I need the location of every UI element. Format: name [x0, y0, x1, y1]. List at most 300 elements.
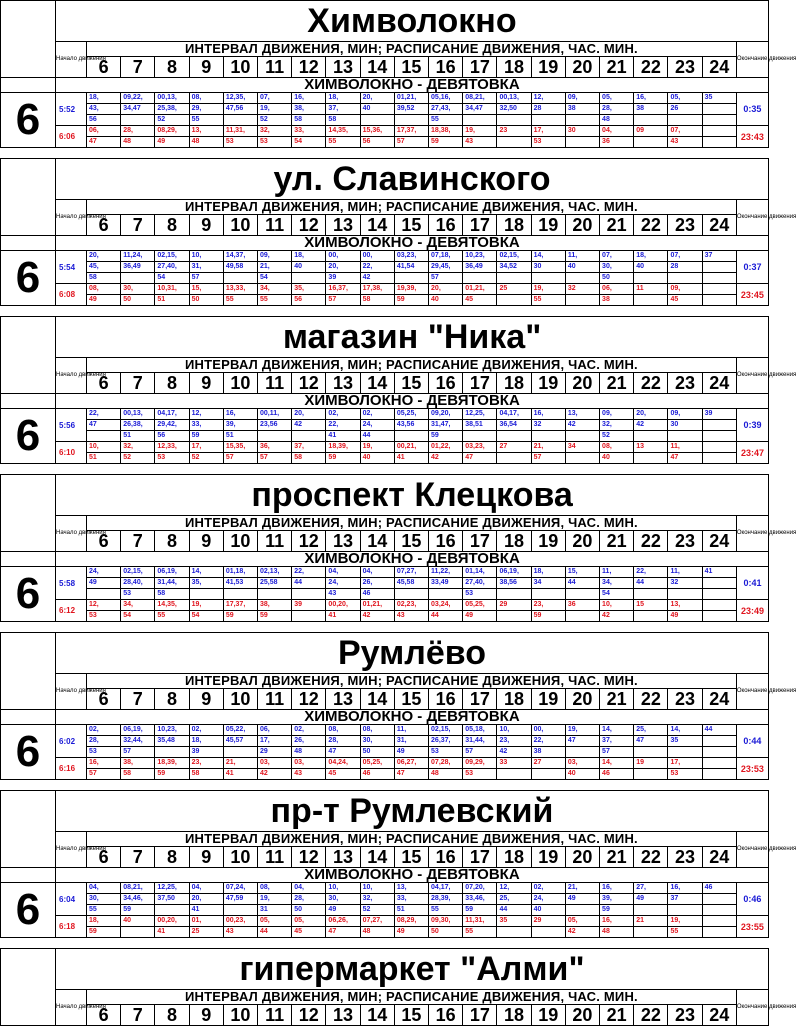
time-cell: 08,: [258, 883, 292, 894]
time-cell: 26,38,: [121, 420, 155, 431]
time-cell: 22,: [292, 567, 326, 578]
time-cell: 47: [326, 747, 360, 758]
schedule-table: [0, 948, 796, 1026]
hour-cell: 21: [600, 215, 634, 236]
time-cell: 51: [155, 295, 189, 306]
time-cell: 20,: [189, 894, 223, 905]
time-cell: 48: [600, 115, 634, 126]
time-cell: [394, 115, 428, 126]
time-cell: 16,37,: [326, 284, 360, 295]
time-cell: 00,: [326, 251, 360, 262]
time-cell: 58: [292, 453, 326, 464]
hour-cell: 22: [634, 689, 668, 710]
interval-header: ИНТЕРВАЛ ДВИЖЕНИЯ, МИН; РАСПИСАНИЕ ДВИЖЕНИЯ, ЧАС. МИН.: [87, 358, 737, 373]
time-cell: 17,: [189, 442, 223, 453]
time-cell: 49: [394, 747, 428, 758]
time-cell: [634, 747, 668, 758]
time-cell: [565, 137, 599, 148]
hour-cell: 23: [668, 57, 702, 78]
hour-cell: 18: [497, 689, 531, 710]
time-cell: 34,: [121, 600, 155, 611]
time-cell: 53: [531, 137, 565, 148]
hour-cell: 10: [223, 1005, 257, 1026]
time-cell: 17,: [531, 126, 565, 137]
time-cell: 02,15,: [121, 567, 155, 578]
time-cell: 30,: [326, 894, 360, 905]
time-cell: 35: [702, 93, 736, 104]
time-cell: 29: [258, 747, 292, 758]
hour-cell: 14: [360, 847, 394, 868]
time-cell: 25: [497, 284, 531, 295]
time-cell: 53: [258, 137, 292, 148]
time-cell: 54: [121, 611, 155, 622]
time-cell: 57: [600, 747, 634, 758]
time-cell: 46: [360, 769, 394, 780]
time-cell: 42: [497, 747, 531, 758]
hour-cell: 7: [121, 847, 155, 868]
stop-name: гипермаркет "Алми": [56, 949, 769, 990]
left-blank: [1, 633, 56, 710]
hour-cell: 10: [223, 373, 257, 394]
time-cell: 55: [87, 905, 121, 916]
last-departure-alt: 23:49: [736, 600, 768, 622]
time-cell: 47: [463, 453, 497, 464]
time-cell: 47: [326, 927, 360, 938]
time-cell: 10,: [326, 883, 360, 894]
time-cell: 04,: [360, 567, 394, 578]
hour-cell: 20: [565, 847, 599, 868]
hour-cell: 16: [429, 531, 463, 552]
time-cell: 36,: [258, 442, 292, 453]
time-cell: 04,17,: [497, 409, 531, 420]
time-cell: 51: [394, 905, 428, 916]
time-cell: 31,47,: [429, 420, 463, 431]
time-cell: 02,: [360, 409, 394, 420]
time-cell: 55: [155, 611, 189, 622]
first-departure-alt: 6:12: [56, 600, 87, 622]
hour-cell: 13: [326, 1005, 360, 1026]
time-cell: 44: [292, 578, 326, 589]
time-cell: 26,: [292, 736, 326, 747]
time-cell: [155, 747, 189, 758]
time-cell: 21,: [223, 758, 257, 769]
time-cell: 09,: [565, 93, 599, 104]
time-cell: 13,: [189, 126, 223, 137]
time-cell: 59: [463, 905, 497, 916]
time-cell: 35: [668, 736, 702, 747]
time-cell: 05,18,: [463, 725, 497, 736]
first-departure: 5:56: [56, 409, 87, 442]
time-cell: 22,: [360, 262, 394, 273]
hour-cell: 20: [565, 531, 599, 552]
first-departure: 5:54: [56, 251, 87, 284]
time-cell: 33,46,: [463, 894, 497, 905]
time-cell: 57: [87, 769, 121, 780]
time-cell: 50: [292, 905, 326, 916]
hour-cell: 10: [223, 57, 257, 78]
time-cell: [497, 769, 531, 780]
time-cell: 49: [565, 894, 599, 905]
stop-block: [0, 948, 796, 1026]
time-cell: 05,22,: [223, 725, 257, 736]
first-departure: 6:04: [56, 883, 87, 916]
time-cell: [702, 126, 736, 137]
time-cell: 02,: [326, 409, 360, 420]
route-number: 6: [1, 93, 56, 148]
time-cell: 34,52: [497, 262, 531, 273]
time-cell: 12,35,: [223, 93, 257, 104]
time-cell: 40: [634, 262, 668, 273]
time-cell: 41,54: [394, 262, 428, 273]
time-cell: [531, 273, 565, 284]
hour-cell: 8: [155, 57, 189, 78]
time-cell: 15: [634, 600, 668, 611]
direction-label: ХИМВОЛОКНО - ДЕВЯТОВКА: [56, 236, 769, 251]
interval-header: ИНТЕРВАЛ ДВИЖЕНИЯ, МИН; РАСПИСАНИЕ ДВИЖЕНИЯ, ЧАС. МИН.: [87, 990, 737, 1005]
time-cell: [394, 273, 428, 284]
time-cell: 19,: [360, 442, 394, 453]
time-cell: 42: [360, 611, 394, 622]
time-cell: 28,: [326, 736, 360, 747]
time-cell: 36,49: [121, 262, 155, 273]
time-cell: [121, 115, 155, 126]
time-cell: 23: [497, 126, 531, 137]
end-label: Окончание движения: [736, 200, 768, 236]
time-cell: 30,: [360, 736, 394, 747]
hour-cell: 6: [87, 531, 121, 552]
hour-cell: 6: [87, 57, 121, 78]
time-cell: 45,58: [394, 578, 428, 589]
time-cell: [668, 431, 702, 442]
hour-cell: 13: [326, 373, 360, 394]
hour-cell: 18: [497, 847, 531, 868]
time-cell: 17,: [668, 758, 702, 769]
last-departure-alt: 23:45: [736, 284, 768, 306]
time-cell: 04,: [189, 883, 223, 894]
time-cell: 38,: [121, 758, 155, 769]
hour-cell: 15: [394, 1005, 428, 1026]
time-cell: 38,: [258, 600, 292, 611]
time-cell: [565, 905, 599, 916]
stop-block: [0, 632, 796, 780]
hour-cell: 19: [531, 1005, 565, 1026]
time-cell: 38: [600, 295, 634, 306]
time-cell: [565, 295, 599, 306]
time-cell: 11: [634, 284, 668, 295]
time-cell: 57: [394, 137, 428, 148]
time-cell: [702, 611, 736, 622]
time-cell: [463, 115, 497, 126]
time-cell: 44: [429, 611, 463, 622]
time-cell: [223, 273, 257, 284]
time-cell: 08,21,: [121, 883, 155, 894]
time-cell: [497, 611, 531, 622]
hour-cell: 24: [702, 689, 736, 710]
time-cell: [702, 736, 736, 747]
time-cell: 04,17,: [429, 883, 463, 894]
schedule-table: [0, 474, 796, 622]
hour-cell: 16: [429, 57, 463, 78]
time-cell: 57: [121, 747, 155, 758]
hour-cell: 7: [121, 531, 155, 552]
hour-cell: 19: [531, 847, 565, 868]
time-cell: 20,: [326, 262, 360, 273]
time-cell: 19,: [463, 126, 497, 137]
last-departure: 0:41: [736, 567, 768, 600]
time-cell: 09: [634, 126, 668, 137]
route-number: 6: [1, 725, 56, 780]
time-cell: 10,: [600, 600, 634, 611]
hour-cell: 24: [702, 531, 736, 552]
time-cell: 41: [702, 567, 736, 578]
interval-header: ИНТЕРВАЛ ДВИЖЕНИЯ, МИН; РАСПИСАНИЕ ДВИЖЕНИЯ, ЧАС. МИН.: [87, 832, 737, 847]
hour-cell: 6: [87, 373, 121, 394]
time-cell: 16,: [634, 93, 668, 104]
time-cell: 08,: [360, 725, 394, 736]
time-cell: 59: [429, 137, 463, 148]
time-cell: 34,47: [463, 104, 497, 115]
time-cell: 42: [360, 273, 394, 284]
time-cell: 06,: [600, 284, 634, 295]
left-blank: [1, 1, 56, 78]
time-cell: 53: [155, 453, 189, 464]
hour-cell: 21: [600, 847, 634, 868]
hour-cell: 18: [497, 57, 531, 78]
time-cell: 16,: [600, 916, 634, 927]
hour-cell: 8: [155, 1005, 189, 1026]
time-cell: 29: [497, 600, 531, 611]
left-blank: [1, 236, 56, 251]
time-cell: 44: [497, 905, 531, 916]
hour-cell: 20: [565, 215, 599, 236]
time-cell: 03,23,: [394, 251, 428, 262]
time-cell: [258, 431, 292, 442]
time-cell: 30,: [121, 284, 155, 295]
hour-cell: 12: [292, 689, 326, 710]
last-departure: 0:37: [736, 251, 768, 284]
time-cell: 38: [531, 747, 565, 758]
time-cell: 31,44,: [463, 736, 497, 747]
hour-cell: 9: [189, 215, 223, 236]
hour-cell: 14: [360, 373, 394, 394]
time-cell: [463, 273, 497, 284]
time-cell: 12,25,: [155, 883, 189, 894]
time-cell: 37,: [326, 104, 360, 115]
time-cell: 40: [565, 262, 599, 273]
hour-cell: 23: [668, 373, 702, 394]
time-cell: 15,: [565, 567, 599, 578]
time-cell: 23,56: [258, 420, 292, 431]
stop-name: проспект Клецкова: [56, 475, 769, 516]
hour-cell: 17: [463, 57, 497, 78]
time-cell: 32,: [258, 126, 292, 137]
schedule-table: [0, 0, 796, 148]
time-cell: 03,: [258, 758, 292, 769]
time-cell: 05,25,: [463, 600, 497, 611]
time-cell: 03,23,: [463, 442, 497, 453]
hour-cell: 8: [155, 531, 189, 552]
hour-cell: 8: [155, 847, 189, 868]
time-cell: 21,: [565, 883, 599, 894]
time-cell: 44: [634, 578, 668, 589]
time-cell: 49: [155, 137, 189, 148]
time-cell: 55: [189, 115, 223, 126]
time-cell: [531, 115, 565, 126]
time-cell: 34,46,: [121, 894, 155, 905]
time-cell: [634, 769, 668, 780]
time-cell: 22,: [634, 567, 668, 578]
time-cell: 10,: [497, 725, 531, 736]
time-cell: 41: [223, 769, 257, 780]
time-cell: 55: [429, 905, 463, 916]
time-cell: 43: [223, 927, 257, 938]
time-cell: 14,: [600, 725, 634, 736]
hour-cell: 18: [497, 373, 531, 394]
time-cell: 11,31,: [223, 126, 257, 137]
time-cell: [702, 578, 736, 589]
time-cell: 13,: [668, 600, 702, 611]
time-cell: 02,15,: [155, 251, 189, 262]
time-cell: 44: [258, 927, 292, 938]
time-cell: 43: [463, 137, 497, 148]
time-cell: 12,25,: [463, 409, 497, 420]
hour-cell: 15: [394, 215, 428, 236]
time-cell: 33,: [189, 420, 223, 431]
time-cell: [531, 769, 565, 780]
time-cell: 20,: [634, 409, 668, 420]
time-cell: 20,: [292, 409, 326, 420]
time-cell: 57: [326, 295, 360, 306]
time-cell: 47: [87, 137, 121, 148]
time-cell: [668, 589, 702, 600]
time-cell: 05,: [565, 916, 599, 927]
time-cell: 19,: [531, 284, 565, 295]
time-cell: 40: [360, 104, 394, 115]
time-cell: 02,23,: [394, 600, 428, 611]
time-cell: 48: [292, 747, 326, 758]
first-departure: 5:52: [56, 93, 87, 126]
last-departure-alt: 23:53: [736, 758, 768, 780]
stop-name: пр-т Румлевский: [56, 791, 769, 832]
hour-cell: 11: [258, 1005, 292, 1026]
time-cell: 08,21,: [463, 93, 497, 104]
hour-cell: 22: [634, 531, 668, 552]
time-cell: [702, 769, 736, 780]
time-cell: 08,: [189, 93, 223, 104]
hour-cell: 18: [497, 1005, 531, 1026]
hour-cell: 9: [189, 1005, 223, 1026]
time-cell: 57: [189, 273, 223, 284]
time-cell: [565, 115, 599, 126]
time-cell: 56: [360, 137, 394, 148]
time-cell: 55: [223, 295, 257, 306]
time-cell: 07,27,: [360, 916, 394, 927]
time-cell: [189, 589, 223, 600]
hour-cell: 17: [463, 373, 497, 394]
time-cell: 51: [223, 431, 257, 442]
time-cell: 49: [326, 905, 360, 916]
time-cell: 16,: [600, 883, 634, 894]
time-cell: 19,: [258, 104, 292, 115]
time-cell: 32,: [121, 442, 155, 453]
time-cell: 34: [531, 578, 565, 589]
hour-cell: 17: [463, 531, 497, 552]
time-cell: [565, 747, 599, 758]
time-cell: 47,59: [223, 894, 257, 905]
time-cell: [497, 295, 531, 306]
left-blank: [1, 949, 56, 1026]
time-cell: 48: [189, 137, 223, 148]
route-number: 6: [1, 883, 56, 938]
time-cell: 39,: [223, 420, 257, 431]
time-cell: 14,: [189, 567, 223, 578]
time-cell: 17,: [258, 736, 292, 747]
time-cell: [155, 905, 189, 916]
time-cell: 16,: [531, 409, 565, 420]
time-cell: 10,: [189, 251, 223, 262]
time-cell: 38,56: [497, 578, 531, 589]
time-cell: 57: [429, 273, 463, 284]
hour-cell: 14: [360, 531, 394, 552]
time-cell: 24,: [360, 420, 394, 431]
hour-cell: 14: [360, 57, 394, 78]
time-cell: 37,: [292, 442, 326, 453]
time-cell: 40: [360, 453, 394, 464]
end-label: Окончание движения: [736, 674, 768, 710]
direction-label: ХИМВОЛОКНО - ДЕВЯТОВКА: [56, 552, 769, 567]
time-cell: 45: [463, 295, 497, 306]
time-cell: 06,27,: [394, 758, 428, 769]
time-cell: [87, 589, 121, 600]
time-cell: 08,: [600, 442, 634, 453]
hour-cell: 13: [326, 531, 360, 552]
time-cell: 42: [634, 420, 668, 431]
direction-label: ХИМВОЛОКНО - ДЕВЯТОВКА: [56, 78, 769, 93]
time-cell: 02,: [292, 725, 326, 736]
time-cell: 58: [189, 769, 223, 780]
hour-cell: 12: [292, 1005, 326, 1026]
time-cell: 27,40,: [463, 578, 497, 589]
hour-cell: 17: [463, 1005, 497, 1026]
time-cell: 20,: [87, 251, 121, 262]
hour-cell: 22: [634, 847, 668, 868]
time-cell: 32,44,: [121, 736, 155, 747]
time-cell: [497, 453, 531, 464]
time-cell: 50: [121, 295, 155, 306]
time-cell: 25: [189, 927, 223, 938]
start-label: Начало движения: [56, 832, 87, 868]
time-cell: 11,24,: [121, 251, 155, 262]
time-cell: 06,26,: [326, 916, 360, 927]
left-blank: [1, 868, 56, 883]
time-cell: 40: [429, 295, 463, 306]
hour-cell: 17: [463, 689, 497, 710]
first-departure-alt: 6:06: [56, 126, 87, 148]
time-cell: [497, 431, 531, 442]
hour-cell: 23: [668, 1005, 702, 1026]
time-cell: 20,: [360, 93, 394, 104]
time-cell: 43: [668, 137, 702, 148]
time-cell: 11,: [565, 251, 599, 262]
time-cell: 00,21,: [394, 442, 428, 453]
time-cell: 27,40,: [155, 262, 189, 273]
time-cell: 09,30,: [429, 916, 463, 927]
time-cell: 23,: [189, 758, 223, 769]
time-cell: [634, 137, 668, 148]
time-cell: 32,: [360, 894, 394, 905]
time-cell: 24,: [326, 578, 360, 589]
time-cell: 31: [258, 905, 292, 916]
